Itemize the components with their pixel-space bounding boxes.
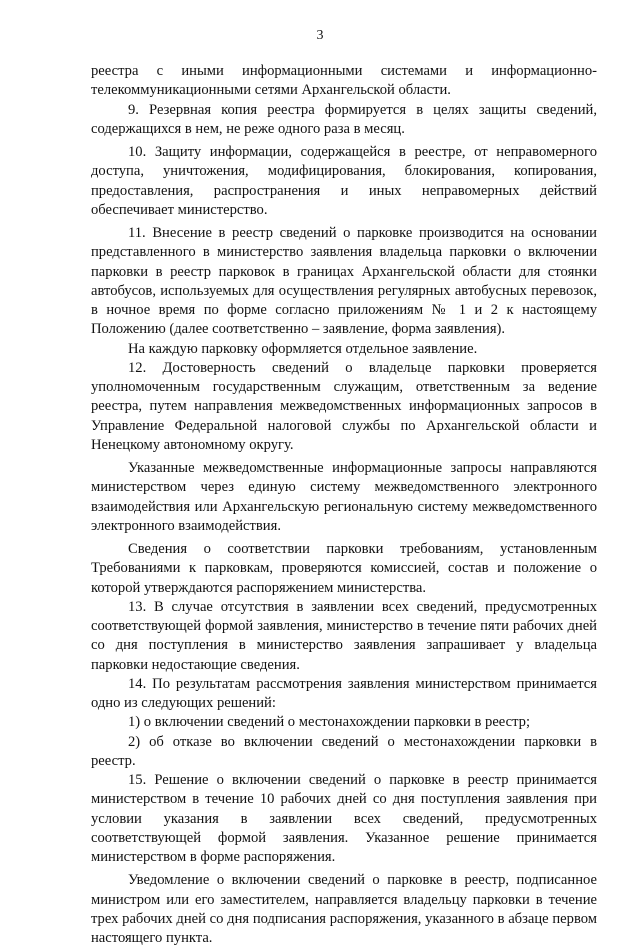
paragraph-item-11: 11. Внесение в реестр сведений о парковке производится на основании представленного в министерство заявления владельца парковки о включении парковки в реестр парковок в границах Архангельской области для стоянки автобусов, используемых для осуществления регулярных автобусных перевозок, в ночное время по форме согласно приложениям № 1 и 2 к настоящему Положению (далее соответственно – заявление, форма заявления). <box>91 225 597 338</box>
paragraph-continuation: реестра с иными информационными системами и информационно-телекоммуникационными сетями Архангельской области. <box>91 63 597 99</box>
paragraph-item-12-commission: Сведения о соответствии парковки требованиям, установленным Требованиями к парковкам, проверяются комиссией, состав и положение о которой утверждаются распоряжением министерства. <box>91 541 597 596</box>
document-body <box>91 62 597 948</box>
paragraph-decision-1: 1) о включении сведений о местонахождении парковки в реестр; <box>128 714 531 731</box>
paragraph-item-12: 12. Достоверность сведений о владельце парковки проверяется уполномоченным государственным служащим, ответственным за ведение реестра, путем направления межведомственных информационных запросов в Управление Федеральной налоговой службы по Архангельской области и Ненецкому автономному округу. <box>91 359 597 453</box>
paragraph-item-10: 10. Защиту информации, содержащейся в реестре, от неправомерного доступа, уничтожения, модифицирования, блокирования, копирования, предоставления, распространения и иных неправомерных действий обеспечивает министерство. <box>91 144 597 218</box>
paragraph-item-14: 14. По результатам рассмотрения заявления министерством принимается одно из следующих решений: <box>91 675 597 711</box>
paragraph-item-13: 13. В случае отсутствия в заявлении всех сведений, предусмотренных соответствующей формой заявления, министерство в течение пяти рабочих дней со дня поступления в министерство заявления запрашивает у владельца парковки недостающие сведения. <box>91 598 597 673</box>
paragraph-item-15-notice: Уведомление о включении сведений о парковке в реестр, подписанное министром или его заместителем, направляется владельцу парковки в течение трех рабочих дней со дня подписания распоряжения, указанного в абзаце первом настоящего пункта. <box>91 872 597 946</box>
paragraph-item-9: 9. Резервная копия реестра формируется в целях защиты сведений, содержащихся в нем, не реже одного раза в месяц. <box>91 101 597 137</box>
paragraph-item-11-note: На каждую парковку оформляется отдельное заявление. <box>128 340 478 357</box>
paragraph-item-15: 15. Решение о включении сведений о парковке в реестр принимается министерством в течение 10 рабочих дней со дня поступления заявления при условии указания в заявлении всех сведений, предусмотренных соответствующей формой заявления. Указанное решение принимается министерством в форме распоряжения. <box>91 772 597 865</box>
paragraph-item-12-requests: Указанные межведомственные информационные запросы направляются министерством через единую систему межведомственного электронного взаимодействия или Архангельскую региональную систему межведомственного электронного взаимодействия. <box>91 460 597 534</box>
page-number: 3 <box>316 28 324 43</box>
paragraph-decision-2: 2) об отказе во включении сведений о местонахождении парковки в реестр. <box>91 733 597 769</box>
